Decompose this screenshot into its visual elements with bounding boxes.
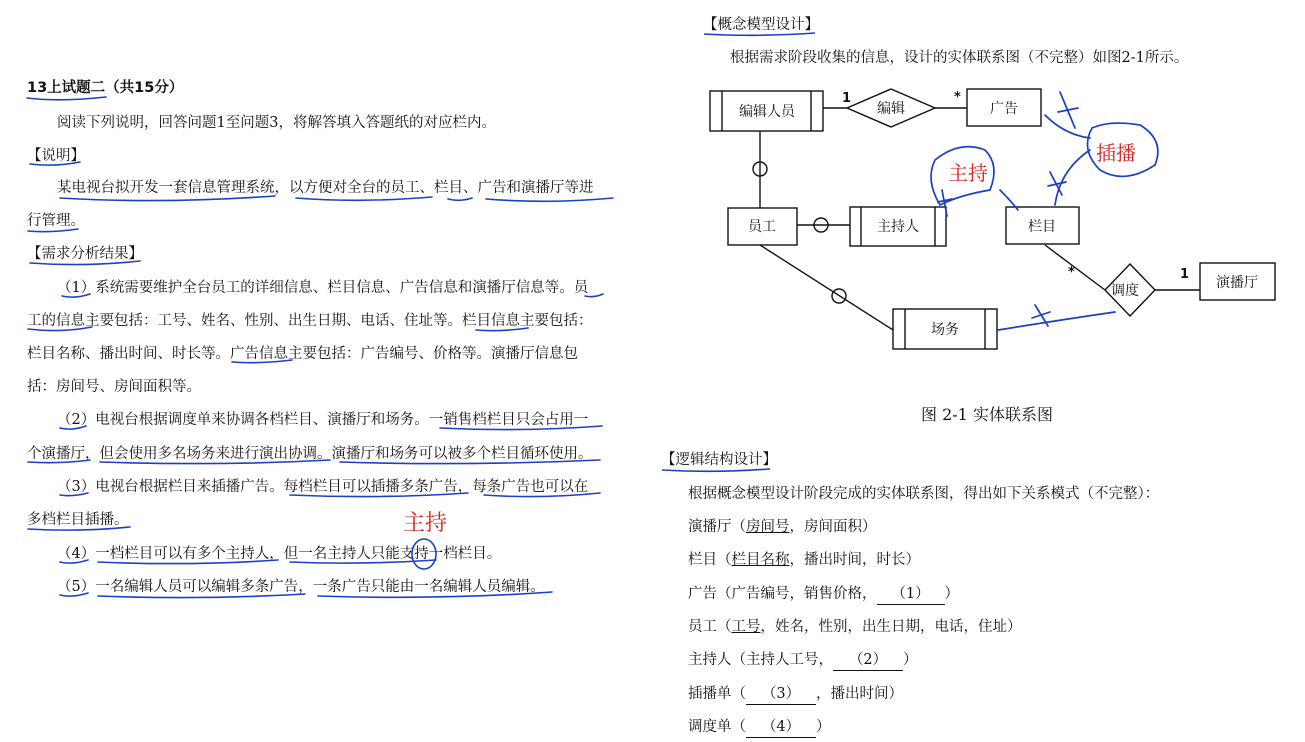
- handwritten-host-note: 主持: [403, 511, 448, 536]
- left-annotations: [0, 0, 640, 742]
- req-1-line-1: （1）系统需要维护全台员工的详细信息、栏目信息、广告信息和演播厅信息等。员: [57, 280, 589, 296]
- entity-label-ad: 广告: [990, 101, 1018, 117]
- blank-1[interactable]: （1）: [877, 584, 945, 605]
- cardinality-schedule-column: *: [1068, 265, 1075, 280]
- req-1-line-2: 工的信息主要包括：工号、姓名、性别、出生日期、电话、住址等。栏目信息主要包括：: [27, 313, 593, 329]
- cardinality-edit-ad: *: [954, 90, 961, 105]
- relation-studio-key: 房间号: [746, 519, 790, 535]
- entity-label-editor: 编辑人员: [739, 104, 795, 120]
- figure-caption: 图 2-1 实体联系图: [921, 405, 1053, 424]
- req-4: （4）一档栏目可以有多个主持人，但一名主持人只能支持一档栏目。: [57, 546, 502, 562]
- relation-schedule: 调度单（ （4） ）: [688, 717, 831, 738]
- section-requirements-heading: 【需求分析结果】: [27, 246, 143, 262]
- question-title: 13上试题二（共15分）: [27, 80, 184, 96]
- req-1-line-4: 括：房间号、房间面积等。: [27, 379, 201, 395]
- handwritten-insert-label: 插播: [1096, 141, 1136, 165]
- entity-label-studio: 演播厅: [1216, 275, 1258, 291]
- req-5: （5）一名编辑人员可以编辑多条广告，一条广告只能由一名编辑人员编辑。: [57, 579, 545, 595]
- req-3-line-1: （3）电视台根据栏目来插播广告。每档栏目可以插播多条广告，每条广告也可以在: [57, 479, 589, 495]
- relation-employee-key: 工号: [731, 619, 761, 635]
- section-logic-heading: 【逻辑结构设计】: [661, 452, 777, 468]
- relation-column-key: 栏目名称: [731, 552, 790, 568]
- section-description-heading: 【说明】: [27, 148, 85, 164]
- req-1-line-3: 栏目名称、播出时间、时长等。广告信息主要包括：广告编号、价格等。演播厅信息包: [27, 346, 578, 362]
- entity-label-employee: 员工: [748, 219, 776, 235]
- blank-4[interactable]: （4）: [746, 717, 816, 738]
- blank-2[interactable]: （2）: [833, 650, 903, 671]
- relation-column: 栏目（栏目名称，播出时间，时长）: [688, 552, 920, 568]
- section-concept-heading: 【概念模型设计】: [703, 17, 819, 33]
- relation-employee: 员工（工号，姓名，性别，出生日期，电话，住址）: [688, 619, 1022, 635]
- cardinality-edit-editor: 1: [842, 91, 852, 106]
- logic-heading-underline: [660, 466, 780, 474]
- blank-3[interactable]: （3）: [746, 684, 816, 705]
- relationship-label-schedule: 调度: [1111, 283, 1139, 299]
- handwritten-host-label: 主持: [948, 161, 988, 185]
- req-2-line-2: 个演播厅，但会使用多名场务来进行演出协调。演播厅和场务可以被多个栏目循环使用。: [27, 446, 593, 462]
- er-diagram: [700, 70, 1300, 370]
- relationship-label-edit: 编辑: [877, 101, 905, 117]
- relation-insert: 插播单（ （3） ，播出时间）: [688, 684, 903, 705]
- relation-host: 主持人（主持人工号， （2） ）: [688, 650, 918, 671]
- entity-label-column: 栏目: [1028, 219, 1056, 235]
- description-line-2: 行管理。: [27, 213, 85, 229]
- relation-ad: 广告（广告编号，销售价格， （1） ）: [688, 584, 959, 605]
- relation-studio: 演播厅（房间号，房间面积）: [688, 519, 877, 535]
- concept-heading-underline: [700, 30, 820, 38]
- req-3-line-2: 多档栏目插播。: [27, 512, 129, 528]
- entity-label-staff: 场务: [931, 322, 959, 338]
- description-line-1: 某电视台拟开发一套信息管理系统，以方便对全台的员工、栏目、广告和演播厅等进: [57, 180, 594, 196]
- req-2-line-1: （2）电视台根据调度单来协调各档栏目、演播厅和场务。一销售档栏目只会占用一: [57, 412, 589, 428]
- intro-text: 阅读下列说明，回答问题1至问题3，将解答填入答题纸的对应栏内。: [57, 115, 496, 131]
- concept-intro: 根据需求阶段收集的信息，设计的实体联系图（不完整）如图2-1所示。: [730, 50, 1189, 66]
- entity-label-host: 主持人: [877, 219, 919, 235]
- logic-intro: 根据概念模型设计阶段完成的实体联系图，得出如下关系模式（不完整）：: [688, 486, 1160, 502]
- cardinality-schedule-studio: 1: [1180, 267, 1190, 282]
